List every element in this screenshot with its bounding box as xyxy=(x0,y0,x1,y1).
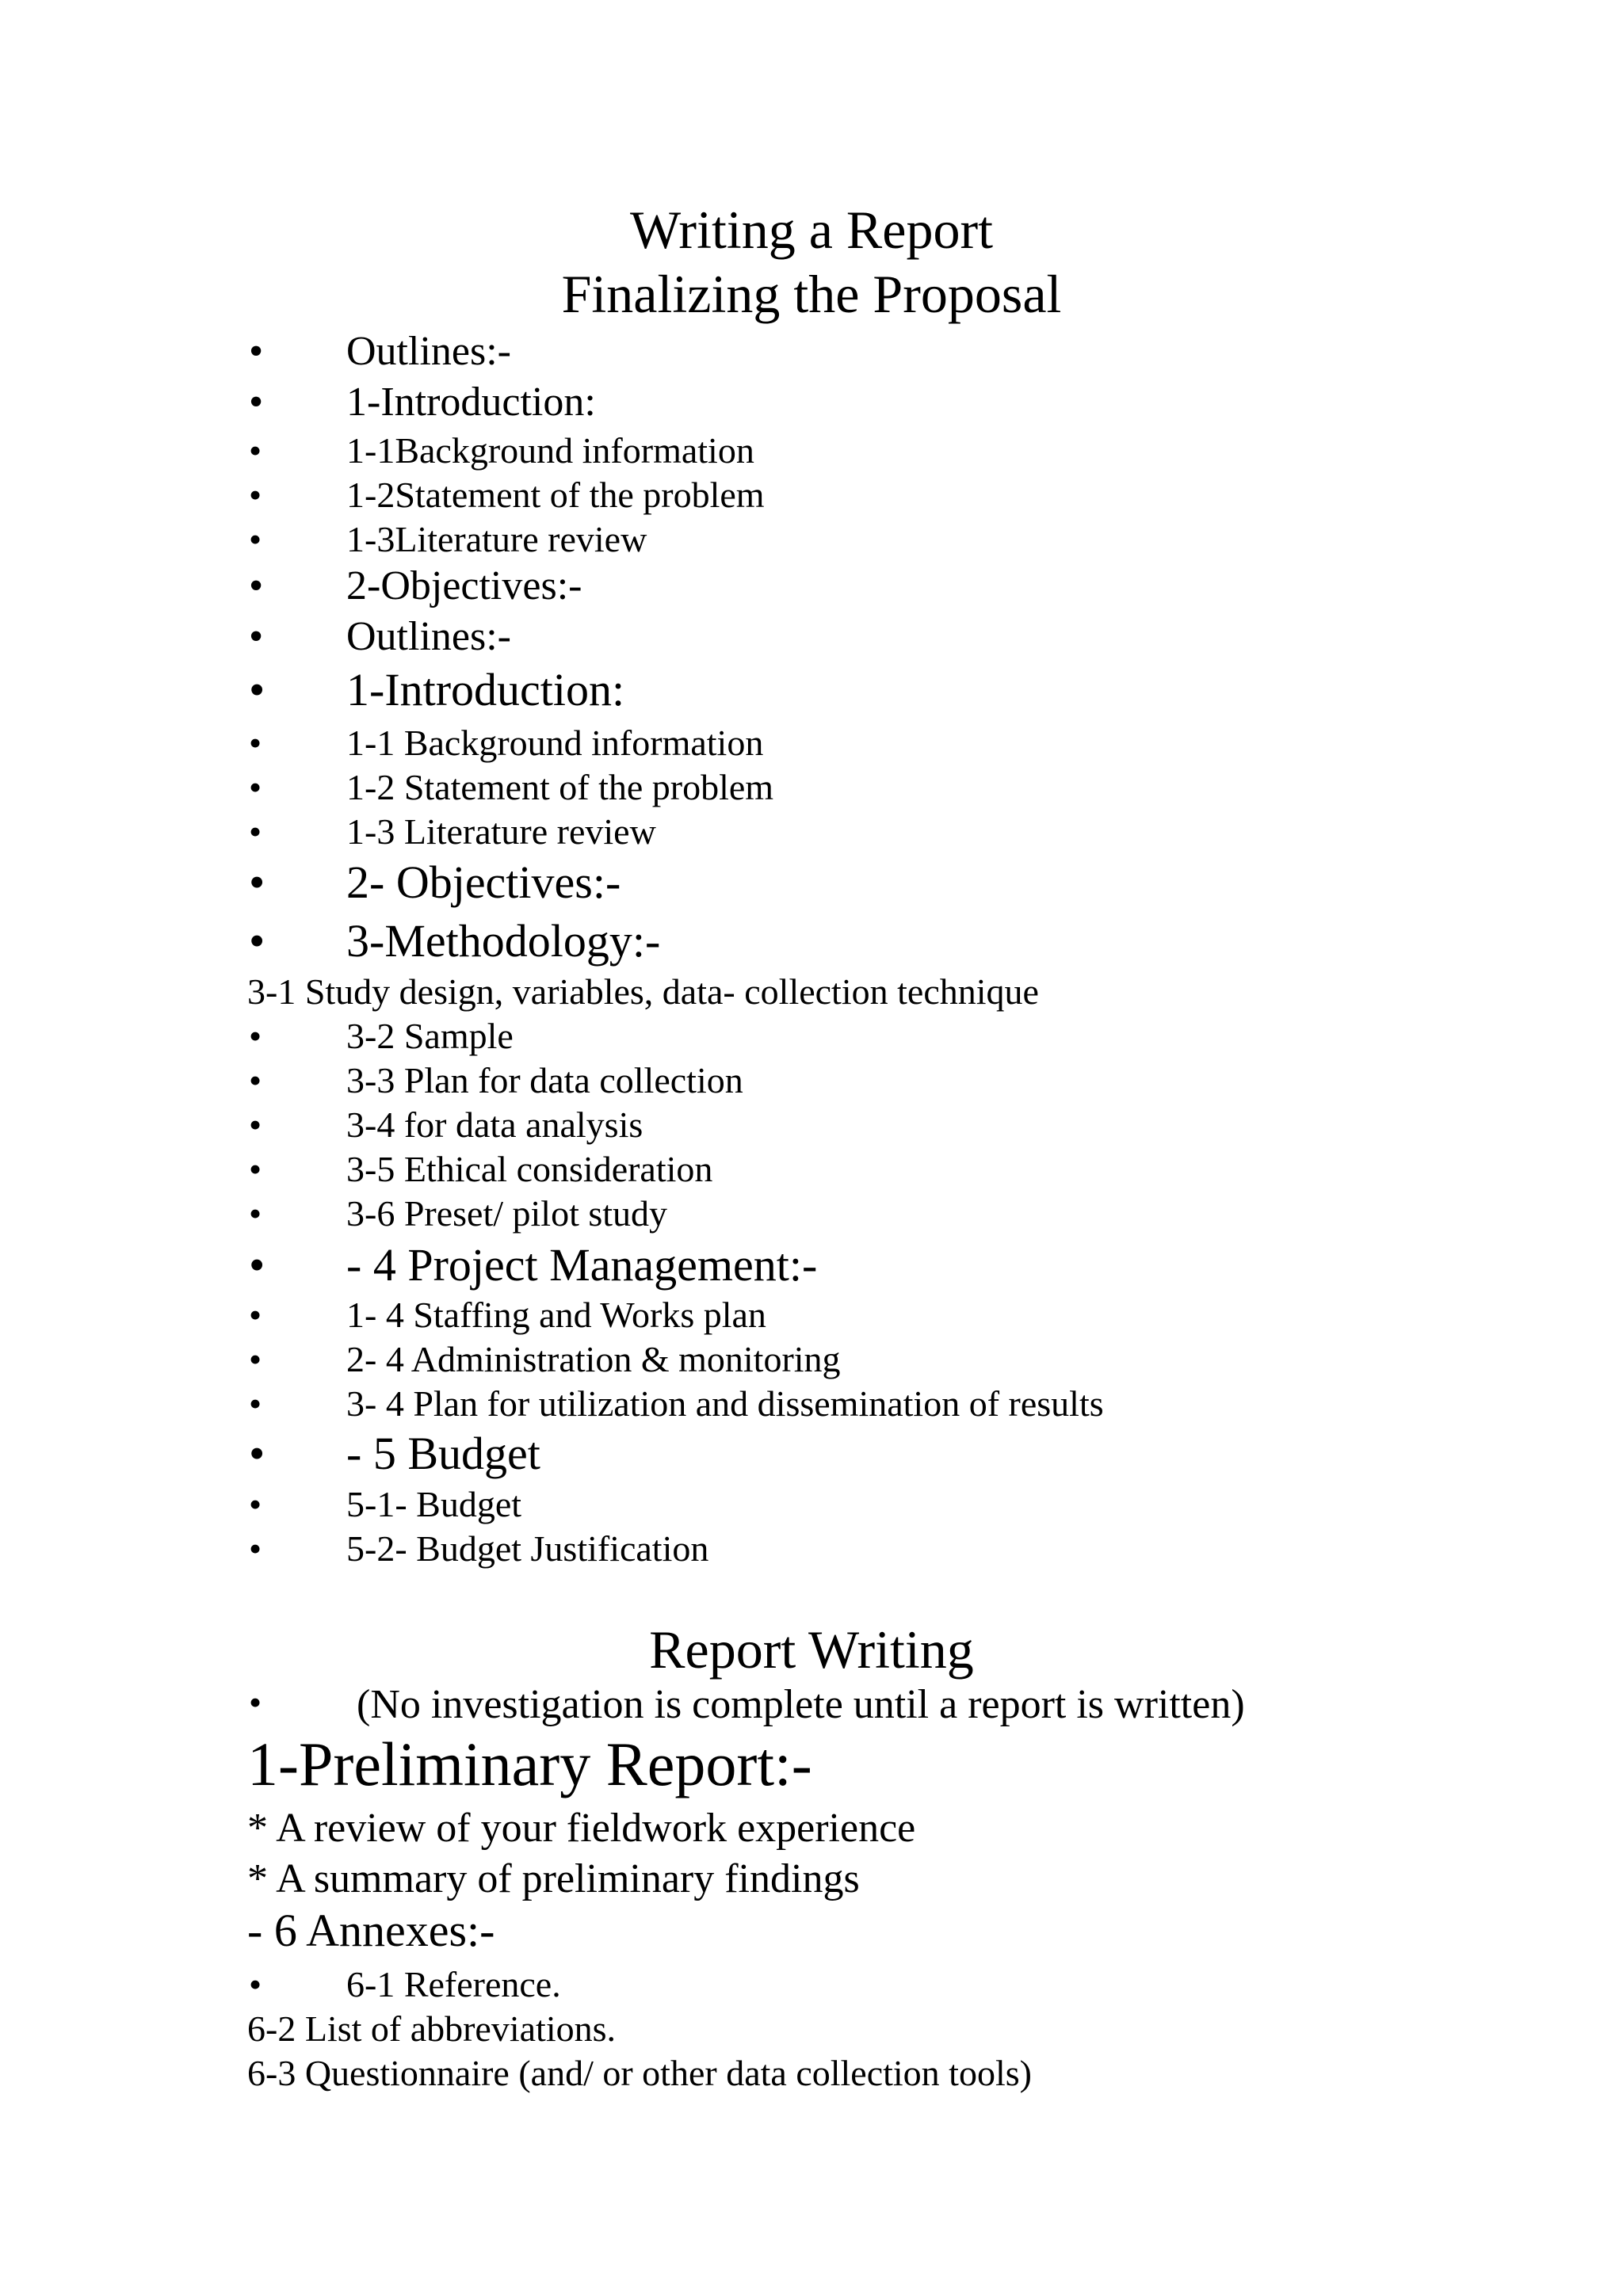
list-item-text: 3-4 for data analysis xyxy=(346,1104,643,1145)
bullet-marker: • xyxy=(249,1193,262,1234)
list-item-text: - 5 Budget xyxy=(346,1428,540,1479)
questionnaire-line: 6-3 Questionnaire (and/ or other data collection tools) xyxy=(247,2053,1032,2093)
list-item-text: 1-2Statement of the problem xyxy=(346,475,765,515)
annexes-heading: - 6 Annexes:- xyxy=(247,1905,495,1956)
summary-line: * A summary of preliminary findings xyxy=(247,1856,860,1901)
list-item-text: 3-Methodology:- xyxy=(346,915,661,967)
bullet-marker: • xyxy=(249,519,262,559)
list-item-text: - 4 Project Management:- xyxy=(346,1239,818,1291)
bullet-marker: • xyxy=(249,1682,262,1722)
document-subtitle: Finalizing the Proposal xyxy=(561,264,1062,324)
list-item-text: 2- 4 Administration & monitoring xyxy=(346,1339,841,1379)
bullet-marker: • xyxy=(249,1528,262,1569)
list-item-text: 5-2- Budget Justification xyxy=(346,1528,709,1569)
list-item-text: 1-3 Literature review xyxy=(346,811,656,852)
bullet-marker: • xyxy=(249,1428,265,1479)
bullet-marker: • xyxy=(249,329,264,374)
document-title: Writing a Report xyxy=(629,200,994,260)
list-item-text: 1-Introduction: xyxy=(346,379,596,425)
bullet-marker: • xyxy=(249,430,262,471)
bullet-marker: • xyxy=(249,1149,262,1189)
list-item-text: 6-1 Reference. xyxy=(346,1964,561,2004)
methodology-line: 3-1 Study design, variables, data- collection technique xyxy=(247,971,1039,1012)
bullet-marker: • xyxy=(249,856,265,908)
bullet-marker: • xyxy=(249,563,264,608)
list-item-text: 1-Introduction: xyxy=(346,664,625,715)
list-item-text: 3-6 Preset/ pilot study xyxy=(346,1193,668,1234)
bullet-marker: • xyxy=(249,1339,262,1379)
list-item-text: 3-3 Plan for data collection xyxy=(346,1060,743,1100)
bullet-marker: • xyxy=(249,1239,265,1291)
preliminary-report-heading: 1-Preliminary Report:- xyxy=(247,1730,812,1798)
list-item-text: Outlines:- xyxy=(346,614,511,659)
bullet-marker: • xyxy=(249,475,262,515)
list-item-text: 1-3Literature review xyxy=(346,519,647,559)
bullet-marker: • xyxy=(249,915,265,967)
bullet-marker: • xyxy=(249,1016,262,1056)
bullet-marker: • xyxy=(249,1060,262,1100)
bullet-marker: • xyxy=(249,1964,262,2004)
bullet-marker: • xyxy=(249,614,264,659)
bullet-marker: • xyxy=(249,1295,262,1335)
list-item-text: (No investigation is complete until a report is written) xyxy=(357,1682,1245,1727)
bullet-marker: • xyxy=(249,1484,262,1524)
list-item-text: 2-Objectives:- xyxy=(346,563,582,608)
bullet-marker: • xyxy=(249,379,264,425)
list-item-text: 3- 4 Plan for utilization and dissemination of results xyxy=(346,1383,1104,1424)
bullet-marker: • xyxy=(249,664,265,715)
bullet-marker: • xyxy=(249,811,262,852)
list-item-text: 3-2 Sample xyxy=(346,1016,514,1056)
list-item-text: Outlines:- xyxy=(346,329,511,374)
list-item-text: 3-5 Ethical consideration xyxy=(346,1149,713,1189)
report-writing-heading: Report Writing xyxy=(649,1619,974,1680)
bullet-marker: • xyxy=(249,723,262,763)
list-item-text: 1-1Background information xyxy=(346,430,754,471)
list-item-text: 5-1- Budget xyxy=(346,1484,522,1524)
review-line: * A review of your fieldwork experience xyxy=(247,1806,916,1851)
list-item-text: 1- 4 Staffing and Works plan xyxy=(346,1295,766,1335)
list-item-text: 1-1 Background information xyxy=(346,723,764,763)
abbreviations-line: 6-2 List of abbreviations. xyxy=(247,2008,617,2049)
list-item-text: 1-2 Statement of the problem xyxy=(346,767,774,807)
bullet-marker: • xyxy=(249,767,262,807)
bullet-marker: • xyxy=(249,1104,262,1145)
bullet-marker: • xyxy=(249,1383,262,1424)
list-item-text: 2- Objectives:- xyxy=(346,856,621,908)
